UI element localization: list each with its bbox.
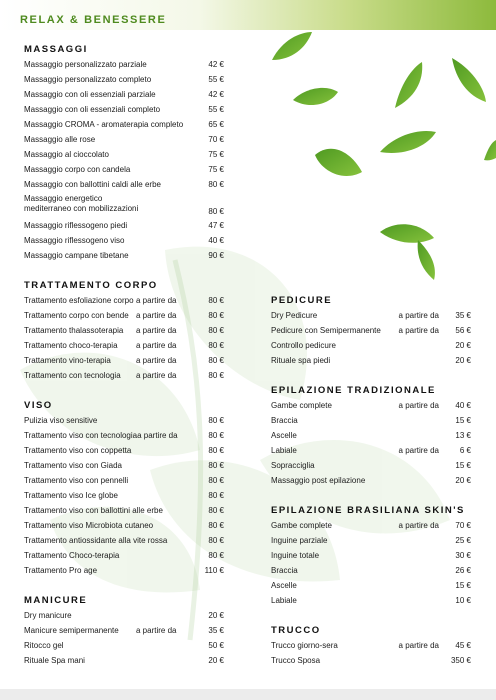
item-name: Manicure semipermanente xyxy=(24,626,119,635)
list-item xyxy=(24,488,224,503)
list-item xyxy=(271,398,471,413)
item-name: Massaggio post epilazione xyxy=(271,476,366,485)
section-viso xyxy=(24,398,224,578)
section-massaggi xyxy=(24,42,224,263)
list-item xyxy=(271,338,471,353)
item-prefix xyxy=(136,458,198,473)
item-prefix xyxy=(167,533,207,548)
item-name: Gambe complete xyxy=(271,401,332,410)
item-name: Trattamento antiossidante alla vite rossa xyxy=(24,536,168,545)
item-price: 25 € xyxy=(455,536,471,545)
item-name: Dry Pedicure xyxy=(271,311,318,320)
item-price: 90 € xyxy=(208,251,224,260)
list-item xyxy=(24,413,224,428)
section-epilazione-tradizionale xyxy=(271,383,471,488)
section-title: MANICURE xyxy=(24,595,88,606)
list-item xyxy=(24,623,224,638)
list-item xyxy=(24,248,224,263)
item-prefix xyxy=(136,443,198,458)
list-item xyxy=(24,473,224,488)
list-item xyxy=(24,293,224,308)
item-price: 70 € xyxy=(455,521,471,530)
list-item xyxy=(24,518,224,533)
list-item xyxy=(24,102,224,117)
list-item xyxy=(24,72,224,87)
section-title: EPILAZIONE TRADIZIONALE xyxy=(271,385,436,396)
item-price: 20 € xyxy=(208,656,224,665)
item-price: 20 € xyxy=(208,611,224,620)
list-item xyxy=(24,338,224,353)
item-name: Sopracciglia xyxy=(271,461,315,470)
item-price: 80 € xyxy=(208,311,224,320)
item-prefix xyxy=(136,473,198,488)
item-price: 50 € xyxy=(208,641,224,650)
list-item xyxy=(24,233,224,248)
item-prefix: a partire da xyxy=(136,326,177,335)
item-name: Massaggio al cioccolato xyxy=(24,150,109,159)
item-name: Pulizia viso sensitive xyxy=(24,416,98,425)
list-item xyxy=(24,638,224,653)
item-price: 70 € xyxy=(208,135,224,144)
list-item xyxy=(24,653,224,668)
item-name: Trattamento Pro age xyxy=(24,566,98,575)
item-price: 75 € xyxy=(208,165,224,174)
header-banner xyxy=(0,0,496,30)
item-name: Trattamento viso con pennelli xyxy=(24,476,129,485)
section-title: PEDICURE xyxy=(271,295,333,306)
item-name: Gambe complete xyxy=(271,521,332,530)
item-price: 56 € xyxy=(455,326,471,335)
item-name: Trattamento vino-terapia xyxy=(24,356,111,365)
item-prefix xyxy=(136,653,198,668)
item-price: 20 € xyxy=(455,356,471,365)
item-prefix: a partire da xyxy=(136,356,177,365)
item-price: 30 € xyxy=(455,551,471,560)
section-title: EPILAZIONE BRASILIANA SKIN'S xyxy=(271,505,465,516)
leaf-icon xyxy=(484,140,496,160)
leaf-icon xyxy=(293,88,338,105)
list-item xyxy=(24,218,224,233)
item-name: Massaggio energetico mediterraneo con mobilizzazioni xyxy=(24,194,139,213)
item-name: Massaggio riflessogeno viso xyxy=(24,236,125,245)
section-pedicure xyxy=(271,293,471,368)
item-name: Trucco giorno-sera xyxy=(271,641,338,650)
item-price: 40 € xyxy=(208,236,224,245)
item-price: 80 € xyxy=(208,180,224,189)
item-name: Massaggio CROMA - aromaterapia completo xyxy=(24,120,184,129)
item-name: Controllo pedicure xyxy=(271,341,336,350)
list-item xyxy=(271,308,471,323)
section-title: TRATTAMENTO CORPO xyxy=(24,280,158,291)
item-prefix: a partire da xyxy=(398,641,439,650)
item-list xyxy=(271,308,471,368)
item-list xyxy=(24,293,224,383)
section-trucco xyxy=(271,623,471,668)
item-name: Braccia xyxy=(271,566,298,575)
item-name: Inguine parziale xyxy=(271,536,328,545)
list-item xyxy=(271,473,471,488)
item-price: 80 € xyxy=(208,446,224,455)
item-name: Inguine totale xyxy=(271,551,320,560)
item-name: Labiale xyxy=(271,446,297,455)
list-item xyxy=(24,132,224,147)
item-price: 47 € xyxy=(208,221,224,230)
item-list xyxy=(271,518,471,608)
item-prefix: a partire da xyxy=(136,371,177,380)
list-item xyxy=(24,57,224,72)
leaf-icon xyxy=(395,62,422,108)
list-item xyxy=(271,518,471,533)
item-price: 80 € xyxy=(208,536,224,545)
item-name: Trattamento con tecnologia xyxy=(24,371,121,380)
item-name: Pedicure con Semipermanente xyxy=(271,326,381,335)
item-prefix: a partire da xyxy=(398,326,439,335)
item-price: 110 € xyxy=(204,566,224,575)
item-name: Trattamento viso Ice globe xyxy=(24,491,118,500)
list-item xyxy=(271,563,471,578)
list-item xyxy=(24,147,224,162)
list-item xyxy=(24,458,224,473)
item-prefix: a partire da xyxy=(398,401,439,410)
item-prefix: a partire da xyxy=(136,311,177,320)
list-item xyxy=(24,353,224,368)
item-price: 65 € xyxy=(208,120,224,129)
item-price: 80 € xyxy=(208,551,224,560)
item-name: Trattamento viso con ballottini alle erbe xyxy=(24,506,163,515)
item-price: 80 € xyxy=(208,506,224,515)
item-name: Ascelle xyxy=(271,581,297,590)
list-item xyxy=(24,87,224,102)
item-price: 80 € xyxy=(208,461,224,470)
item-price: 80 € xyxy=(208,416,224,425)
item-price: 26 € xyxy=(455,566,471,575)
item-name: Trattamento viso con coppetta xyxy=(24,446,132,455)
item-name: Massaggio con ballottini caldi alle erbe xyxy=(24,180,161,189)
list-item xyxy=(24,308,224,323)
list-item xyxy=(271,533,471,548)
section-trattamento-corpo xyxy=(24,278,224,383)
item-prefix xyxy=(136,638,198,653)
item-name: Braccia xyxy=(271,416,298,425)
item-price: 80 € xyxy=(208,431,224,440)
item-prefix: a partire da xyxy=(398,446,439,455)
section-manicure xyxy=(24,593,224,668)
leaf-icon xyxy=(452,58,486,102)
list-item xyxy=(271,323,471,338)
item-name: Massaggio campane tibetane xyxy=(24,251,129,260)
item-price: 35 € xyxy=(208,626,224,635)
item-name: Ritocco gel xyxy=(24,641,64,650)
item-name: Dry manicure xyxy=(24,611,72,620)
leaf-icon xyxy=(380,131,436,153)
section-title: VISO xyxy=(24,400,53,411)
item-prefix: a partire da xyxy=(137,431,178,440)
list-item xyxy=(24,443,224,458)
item-list xyxy=(24,608,224,668)
page-title: RELAX & BENESSERE xyxy=(20,14,167,26)
item-prefix xyxy=(163,503,206,518)
item-prefix: a partire da xyxy=(136,296,177,305)
list-item xyxy=(24,177,224,192)
item-price: 15 € xyxy=(455,416,471,425)
item-price: 75 € xyxy=(208,150,224,159)
list-item xyxy=(24,117,224,132)
item-price: 42 € xyxy=(208,90,224,99)
item-prefix xyxy=(136,488,198,503)
item-prefix xyxy=(136,608,198,623)
item-name: Ascelle xyxy=(271,431,297,440)
item-price: 80 € xyxy=(208,476,224,485)
item-price: 15 € xyxy=(455,461,471,470)
item-prefix xyxy=(136,413,198,428)
list-item xyxy=(271,428,471,443)
list-item xyxy=(24,608,224,623)
item-name: Trattamento viso con tecnologia xyxy=(24,431,138,440)
item-prefix xyxy=(136,563,198,578)
item-price: 55 € xyxy=(208,75,224,84)
list-item xyxy=(271,443,471,458)
list-item xyxy=(24,428,224,443)
item-price: 20 € xyxy=(455,476,471,485)
list-item xyxy=(24,162,224,177)
item-name: Rituale Spa mani xyxy=(24,656,85,665)
leaf-icon xyxy=(315,149,362,176)
item-list xyxy=(271,638,471,668)
list-item xyxy=(271,638,471,653)
item-prefix: a partire da xyxy=(136,341,177,350)
list-item xyxy=(24,323,224,338)
leaf-icon xyxy=(380,224,434,243)
item-price: 55 € xyxy=(208,105,224,114)
item-list xyxy=(24,57,224,263)
item-name: Massaggio con oli essenziali completo xyxy=(24,105,161,114)
leaf-icon xyxy=(272,32,312,60)
item-price: 20 € xyxy=(455,341,471,350)
list-item xyxy=(271,548,471,563)
list-item xyxy=(24,563,224,578)
item-name: Trattamento corpo con bende xyxy=(24,311,129,320)
list-item xyxy=(271,458,471,473)
item-name: Labiale xyxy=(271,596,297,605)
item-list xyxy=(24,413,224,578)
item-name: Trattamento viso Microbiota cutaneo xyxy=(24,521,154,530)
list-item xyxy=(271,353,471,368)
item-name: Massaggio riflessogeno piedi xyxy=(24,221,128,230)
item-name: Rituale spa piedi xyxy=(271,356,331,365)
list-item xyxy=(271,593,471,608)
item-price: 40 € xyxy=(455,401,471,410)
item-price: 80 € xyxy=(208,371,224,380)
item-name: Massaggio con oli essenziali parziale xyxy=(24,90,156,99)
list-item xyxy=(271,578,471,593)
item-name: Trattamento esfoliazione corpo xyxy=(24,296,134,305)
item-price: 6 € xyxy=(459,446,471,455)
item-prefix: a partire da xyxy=(136,626,177,635)
footer-bar xyxy=(0,689,496,700)
item-price: 80 € xyxy=(208,356,224,365)
item-price: 42 € xyxy=(208,60,224,69)
item-prefix xyxy=(136,548,198,563)
item-list xyxy=(271,398,471,488)
item-name: Trattamento Choco-terapia xyxy=(24,551,120,560)
item-price: 15 € xyxy=(455,581,471,590)
item-price: 80 € xyxy=(208,296,224,305)
section-title: TRUCCO xyxy=(271,625,321,636)
item-name: Massaggio alle rose xyxy=(24,135,96,144)
item-prefix: a partire da xyxy=(398,521,439,530)
list-item xyxy=(24,192,224,218)
item-prefix: a partire da xyxy=(398,311,439,320)
item-price: 80 € xyxy=(208,326,224,335)
item-name: Trattamento thalassoterapia xyxy=(24,326,124,335)
item-price: 35 € xyxy=(455,311,471,320)
item-name: Trattamento choco-terapia xyxy=(24,341,118,350)
list-item xyxy=(24,368,224,383)
item-name: Massaggio personalizzato parziale xyxy=(24,60,147,69)
item-name: Massaggio corpo con candela xyxy=(24,165,131,174)
item-price: 80 € xyxy=(208,207,224,216)
section-title: MASSAGGI xyxy=(24,44,88,55)
item-price: 45 € xyxy=(455,641,471,650)
item-name: Trattamento viso con Giada xyxy=(24,461,122,470)
item-name: Trucco Sposa xyxy=(271,656,321,665)
list-item xyxy=(271,413,471,428)
section-epilazione-brasiliana xyxy=(271,503,471,608)
item-prefix xyxy=(153,518,203,533)
list-item xyxy=(24,503,224,518)
list-item xyxy=(271,653,471,668)
item-price: 350 € xyxy=(450,656,471,665)
item-price: 13 € xyxy=(455,431,471,440)
item-name: Massaggio personalizzato completo xyxy=(24,75,152,84)
item-price: 80 € xyxy=(208,491,224,500)
item-price: 10 € xyxy=(455,596,471,605)
leaf-icon xyxy=(418,240,435,280)
item-price: 80 € xyxy=(208,341,224,350)
list-item xyxy=(24,548,224,563)
item-price: 80 € xyxy=(208,521,224,530)
list-item xyxy=(24,533,224,548)
